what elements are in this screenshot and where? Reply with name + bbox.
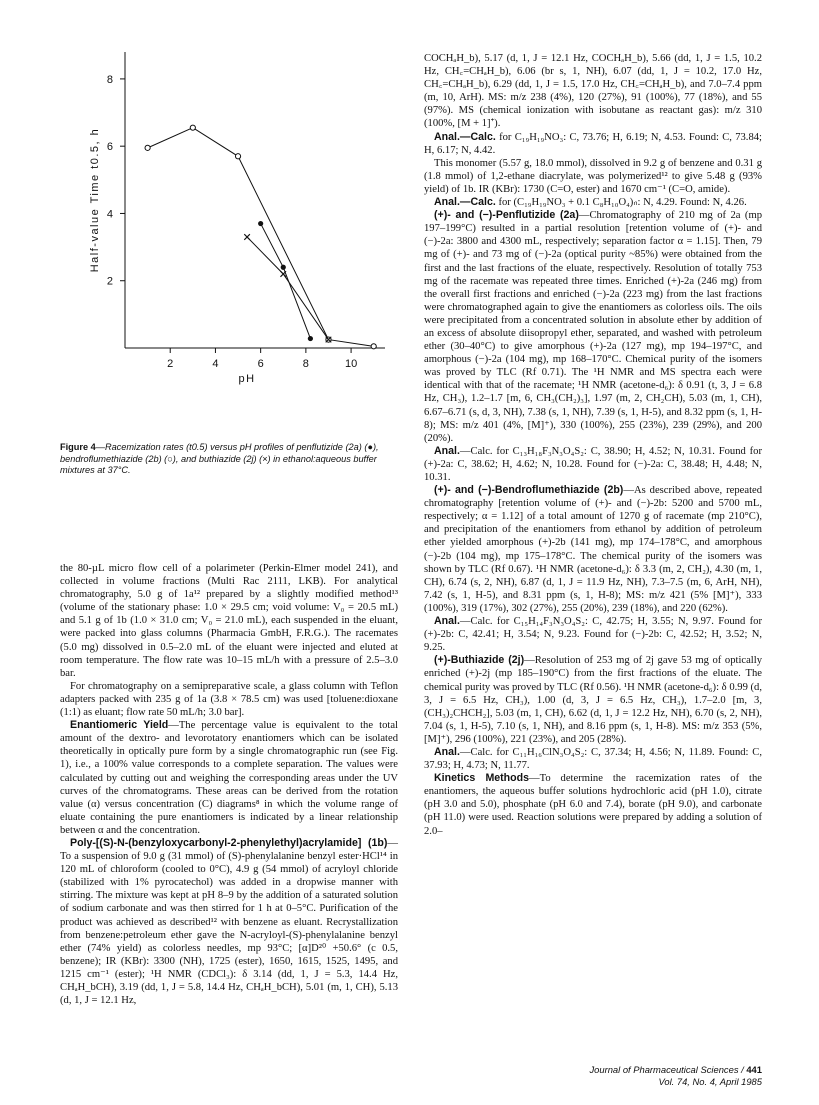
paragraph-text: —Chromatography of 210 mg of 2a (mp 197–199°C) resulted in a partial resolution [retention volume of (+)- and (−)-2a: 3800 and 4300 mL, respectively; separation factor α = 1.15]. Then, 79 mg of (+)- and 73 mg of (−)-2a (optical purity ~85%) were obtained from the first and the last fractions of the eluate, respectively. Resolution of totally 753 mg of the racemate was repeated three times. Enriched (+)-2a (246 mg) from the overall first fractions and enriched (−)-2a (223 mg) from the last fractions were chromatographed again to give the enantiomers as colorless oils. The oils were precipitated from a concentrated solution in absolute ether by addition of an excess of absolute diisopropyl ether, separated, and washed with petroleum ether (30–40°C) to give amorphous (+)-2a (127 mg), mp 194–197°C, and amorphous (−)-2a (104 mg), mp 168–170°C. Chemical purity of the isomers was proved by TLC (Rf 0.71). The ¹H NMR and MS spectra each were identical with that of the racemate; ¹H NMR (acetone-d₆): δ 0.91 (t, 3, J = 6.8 Hz, CH₃), 1.2–1.7 [m, 6, CH₃(CH₂)₃], 1.97 (m, 2, CH₂CH), 5.03 (m, 1, CH), 6.67–6.71 (s, d, 3, NH), 7.38 (s, 1, NH), 7.39 (s, 1, H-5), and 8.32 ppm (s, 1, H-8); MS: m/z 401 (4%, [M]⁺), 330 (100%), 255 (23%), 239 (29%), and 200 (20%).	[424, 210, 762, 444]
section-heading: Kinetics Methods	[434, 772, 529, 785]
series-line	[261, 224, 311, 339]
x-tick-label: 10	[344, 358, 358, 370]
footer-journal-line: Journal of Pharmaceutical Sciences / 441	[589, 1064, 762, 1075]
x-tick-label: 6	[257, 358, 264, 370]
series-line	[247, 237, 328, 340]
paragraph	[60, 837, 398, 1007]
data-point-filled	[308, 336, 313, 341]
section-heading: (+)- and (−)-Bendroflumethiazide (2b)	[434, 484, 624, 497]
paragraph-text: —To determine the racemization rates of the enantiomers, the aqueous buffer solutions hydrochloric acid (pH 1.0), citrate (pH 3.0 and 5.0), phosphate (pH 6.0 and 7.4), borate (pH 9.0), and carbonate (pH 11.0) were used. Reaction solutions were prepared by adding a solution of 2.0–	[424, 773, 762, 837]
chart-svg	[60, 42, 390, 437]
section-heading: Anal.	[434, 444, 460, 457]
section-heading: (+)-Buthiazide (2j)	[434, 654, 525, 667]
page-number: 441	[746, 1064, 762, 1075]
paragraph	[424, 209, 762, 445]
paragraph-text: for C₁₉H₁₉NO₃: C, 73.76; H, 6.19; N, 4.53. Found: C, 73.84; H, 6.17; N, 4.42.	[424, 131, 762, 156]
paragraph-text: —As described above, repeated chromatography [retention volume of (+)- and (−)-2b: 5200 and 5700 mL, respectively; α = 1.12] of a total amount of 1270 g of racemate (mp 210°C), and precipitation of the enantiomers from ethanol by addition of petroleum ether yielded amorphous (+)-2b (141 mg), mp 174–178°C, and amorphous (−)-2b (104 mg), mp 175–178°C. The chemical purity of the isomers was shown by TLC (Rf 0.67). ¹H NMR (acetone-d₆): δ 3.3 (m, 2, CH₂), 4.30 (m, 1, CH), 6.74 (s, 2, NH), 6.87 (d, 1, J = 11.9 Hz, NH), 7.3–7.5 (m, 6, ArH, NH), 7.42 (s, 1, H-5), and 8.31 ppm (s, 1, H-8); MS: m/z 421 (5% [M]⁺), 333 (100%), 319 (17%), 302 (27%), 255 (20%), 239 (18%), and 220 (62%).	[424, 485, 763, 614]
volume-info: Vol. 74, No. 4, April 1985	[658, 1076, 762, 1087]
y-axis-label: Half-value Time t0.5, h	[89, 127, 101, 273]
journal-name: Journal of Pharmaceutical Sciences	[589, 1064, 739, 1075]
paragraph	[424, 484, 762, 615]
y-tick-label: 2	[106, 275, 113, 288]
y-tick-label: 8	[106, 73, 113, 86]
data-point-filled	[281, 265, 286, 270]
left-column	[60, 562, 398, 1007]
caption-label: Figure 4	[60, 442, 96, 452]
section-heading: Anal.	[434, 745, 460, 758]
section-heading: (+)- and (−)-Penflutizide (2a)	[434, 209, 579, 222]
x-axis-label: pH	[238, 373, 256, 385]
paragraph: This monomer (5.57 g, 18.0 mmol), dissolved in 9.2 g of benzene and 0.31 g (1.8 mmol) of 1,2-ethane diacrylate, was polymerized¹² to give 5.48 g (93% yield) of 1b. IR (KBr): 1730 (C=O, ester) and 1670 cm⁻¹ (C=O, amide).	[424, 157, 762, 195]
figure-4-chart	[60, 42, 390, 437]
paragraph	[424, 654, 762, 746]
paragraph	[424, 772, 762, 837]
paragraph-text: —To a suspension of 9.0 g (31 mmol) of (S)-phenylalanine benzyl ester·HCl¹⁴ in 120 mL of chloroform (cooled to 0°C), 4.9 g (54 mmol) of acryloyl chloride (stabilized with 1% pyrocatechol) was added in a dropwise manner with stirring. The mixture was kept at pH 8–9 by the addition of a saturated solution of sodium carbonate and was then stirred for 1 h at 0–5°C. Purification of the product was achieved as described¹² with benzene as eluant. Recrystallization from benzene:petroleum ether gave the N-acryloyl-(S)-phenylalanine benzyl ether (74% yield) as colorless needles, mp 93°C; [α]D²⁰ +50.6° (c 0.5, benzene); IR (KBr): 3300 (NH), 1725 (ester), 1650, 1615, 1525, 1495, and 1215 cm⁻¹ (ester); ¹H NMR (CDCl₃): δ 3.14 (dd, 1, J = 5.3, 14.4 Hz, CHₐH_bCH), 3.19 (dd, 1, J = 5.8, 14.4 Hz, CHₐH_bCH), 5.01 (m, 1, CH), 5.13 (d, 1, J = 12.1 Hz,	[60, 837, 398, 1007]
figure-caption	[60, 442, 398, 477]
series-line	[148, 128, 374, 347]
section-heading: Anal.—Calc.	[434, 196, 496, 209]
paragraph	[424, 746, 762, 772]
y-tick-label: 4	[106, 208, 113, 221]
x-tick-label: 4	[212, 358, 219, 370]
data-point-open	[235, 154, 240, 159]
x-tick-label: 2	[167, 358, 174, 370]
caption-text: —Racemization rates (t0.5) versus pH profiles of penflutizide (2a) (●), bendroflumethiazide (2b) (○), and buthiazide (2j) (×) in ethanol:aqueous buffer mixtures at 37°C.	[60, 442, 379, 475]
data-point-open	[145, 145, 150, 150]
paragraph: For chromatography on a semipreparative scale, a glass column with Teflon adapters packed with 235 g of 1a (3.8 × 78.5 cm) was used [toluene:dioxane (1:1) as eluant; flow rate 50 mL/h; 3.0 bar].	[60, 680, 398, 719]
paragraph-text: —Calc. for C₁₁H₁₆ClN₃O₄S₂: C, 37.34; H, 4.56; N, 11.89. Found: C, 37.93; H, 4.73; N, 11.77.	[424, 746, 762, 772]
data-point-filled	[258, 221, 263, 226]
paragraph	[424, 196, 762, 209]
section-heading: Enantiomeric Yield	[70, 719, 169, 732]
section-heading: Poly-[(S)-N-(benzyloxycarbonyl-2-phenylethyl)acrylamide] (1b)	[70, 836, 388, 849]
data-point-open	[371, 344, 376, 349]
paragraph	[424, 131, 762, 157]
x-tick-label: 8	[302, 358, 309, 370]
section-heading: Anal.—Calc.	[434, 130, 496, 143]
section-heading: Anal.	[434, 615, 460, 628]
paragraph	[424, 445, 762, 484]
data-point-open	[190, 125, 195, 130]
paragraph-text: —Calc. for C₁₃H₁₈F₃N₃O₄S₂: C, 38.90; H, 4.52; N, 10.31. Found for (+)-2a: C, 38.62; H, 4.62; N, 10.28. Found for (−)-2a: C, 38.48; H, 4.48; N, 10.31.	[424, 445, 762, 483]
paragraph-text: —Calc. for C₁₅H₁₄F₃N₃O₄S₂: C, 42.75; H, 3.55; N, 9.97. Found for (+)-2b: C, 42.41; H, 3.54; N, 9.23. Found for (−)-2b: C, 42.52; H, 3.52; N, 9.25.	[424, 616, 762, 654]
paragraph	[424, 615, 762, 654]
paragraph-text: —The percentage value is equivalent to the total amount of the dextro- and levorotatory enantiomers which can be isolated theoretically in optically pure form by a single chromatographic run (see Fig. 1), i.e., a 100% value corresponds to a complete separation. The values were calculated by cutting out and weighing the corresponding areas under the UV curves of the chromatograms. These areas can be derived from the rotation value (α) versus concentration (C) diagrams⁸ in which the volume range of eluate containing the pure enantiomers is indicated by a linear relationship between α and the concentration.	[60, 720, 398, 836]
paragraph-text: for (C₁₉H₁₉NO₃ + 0.1 C₈H₁₀O₄)ₙ: N, 4.29. Found: N, 4.26.	[495, 197, 747, 209]
y-tick-label: 6	[106, 141, 113, 154]
right-column	[424, 52, 762, 838]
paragraph: COCHₐH_b), 5.17 (d, 1, J = 12.1 Hz, COCHₐH_b), 5.66 (dd, 1, J = 1.5, 10.2 Hz, CH꜀=CHₐH_b), 6.06 (br s, 1, NH), 6.07 (dd, 1, J = 10.2, 17.0 Hz, CH꜀=CHₐH_b), 6.29 (dd, 1, J = 1.5, 17.0 Hz, CH꜀=CHₐH_b), and 7.0–7.4 ppm (m, 10, ArH). MS: m/z 238 (4%), 120 (27%), 91 (100%), 77 (18%), and 55 (97%). MS (chemical ionization with isobutane as reactant gas): m/z 310 (100%, [M + 1]⁺).	[424, 53, 762, 130]
paragraph	[60, 719, 398, 837]
paragraph-text: —Resolution of 253 mg of 2j gave 53 mg of optically enriched (+)-2j (mp 185–190°C) from the first fractions of the eluate. The chemical purity was proved by TLC (Rf 0.56). ¹H NMR (acetone-d₆): δ 0.99 (d, 3, J = 6.5 Hz, CH₃), 1.00 (d, 3, J = 6.5 Hz, CH₃), 1.7–2.0 [m, 3, (CH₃)₂CHCH₂], 5.03 (m, 1, CH), 6.62 (d, 1, J = 12.2 Hz, NH), 6.70 (s, 2, NH), 7.04 (s, 1, H-5), 7.10 (s, 1, NH), and 8.16 ppm (s, 1, H-8). MS: m/z 353 (5%, [M]⁺), 296 (100%), 221 (23%), and 205 (28%).	[424, 655, 762, 745]
page-footer	[589, 1064, 762, 1088]
paragraph: the 80-µL micro flow cell of a polarimeter (Perkin-Elmer model 241), and collected in volume fractions (Multi Rac 2111, LKB). For analytical chromatography, 5.0 g of 1a¹² prepared by a slightly modified method¹³ (volume of the stationary phase: 1.0 × 29.5 cm; void volume: V₀ = 20.5 mL) and 5.1 g of 1b (1.0 × 31.0 cm; V₀ = 21.0 mL), each suspended in the eluant, were packed into glass columns (Pharmacia GmbH, F.R.G.). The racemates (5.0 mg) dissolved in 0.5–2.0 mL of the eluant were injected and eluted at room temperature. The flow rate was 10–15 mL/h with a pressure of 2.5–3.0 bar.	[60, 563, 398, 679]
